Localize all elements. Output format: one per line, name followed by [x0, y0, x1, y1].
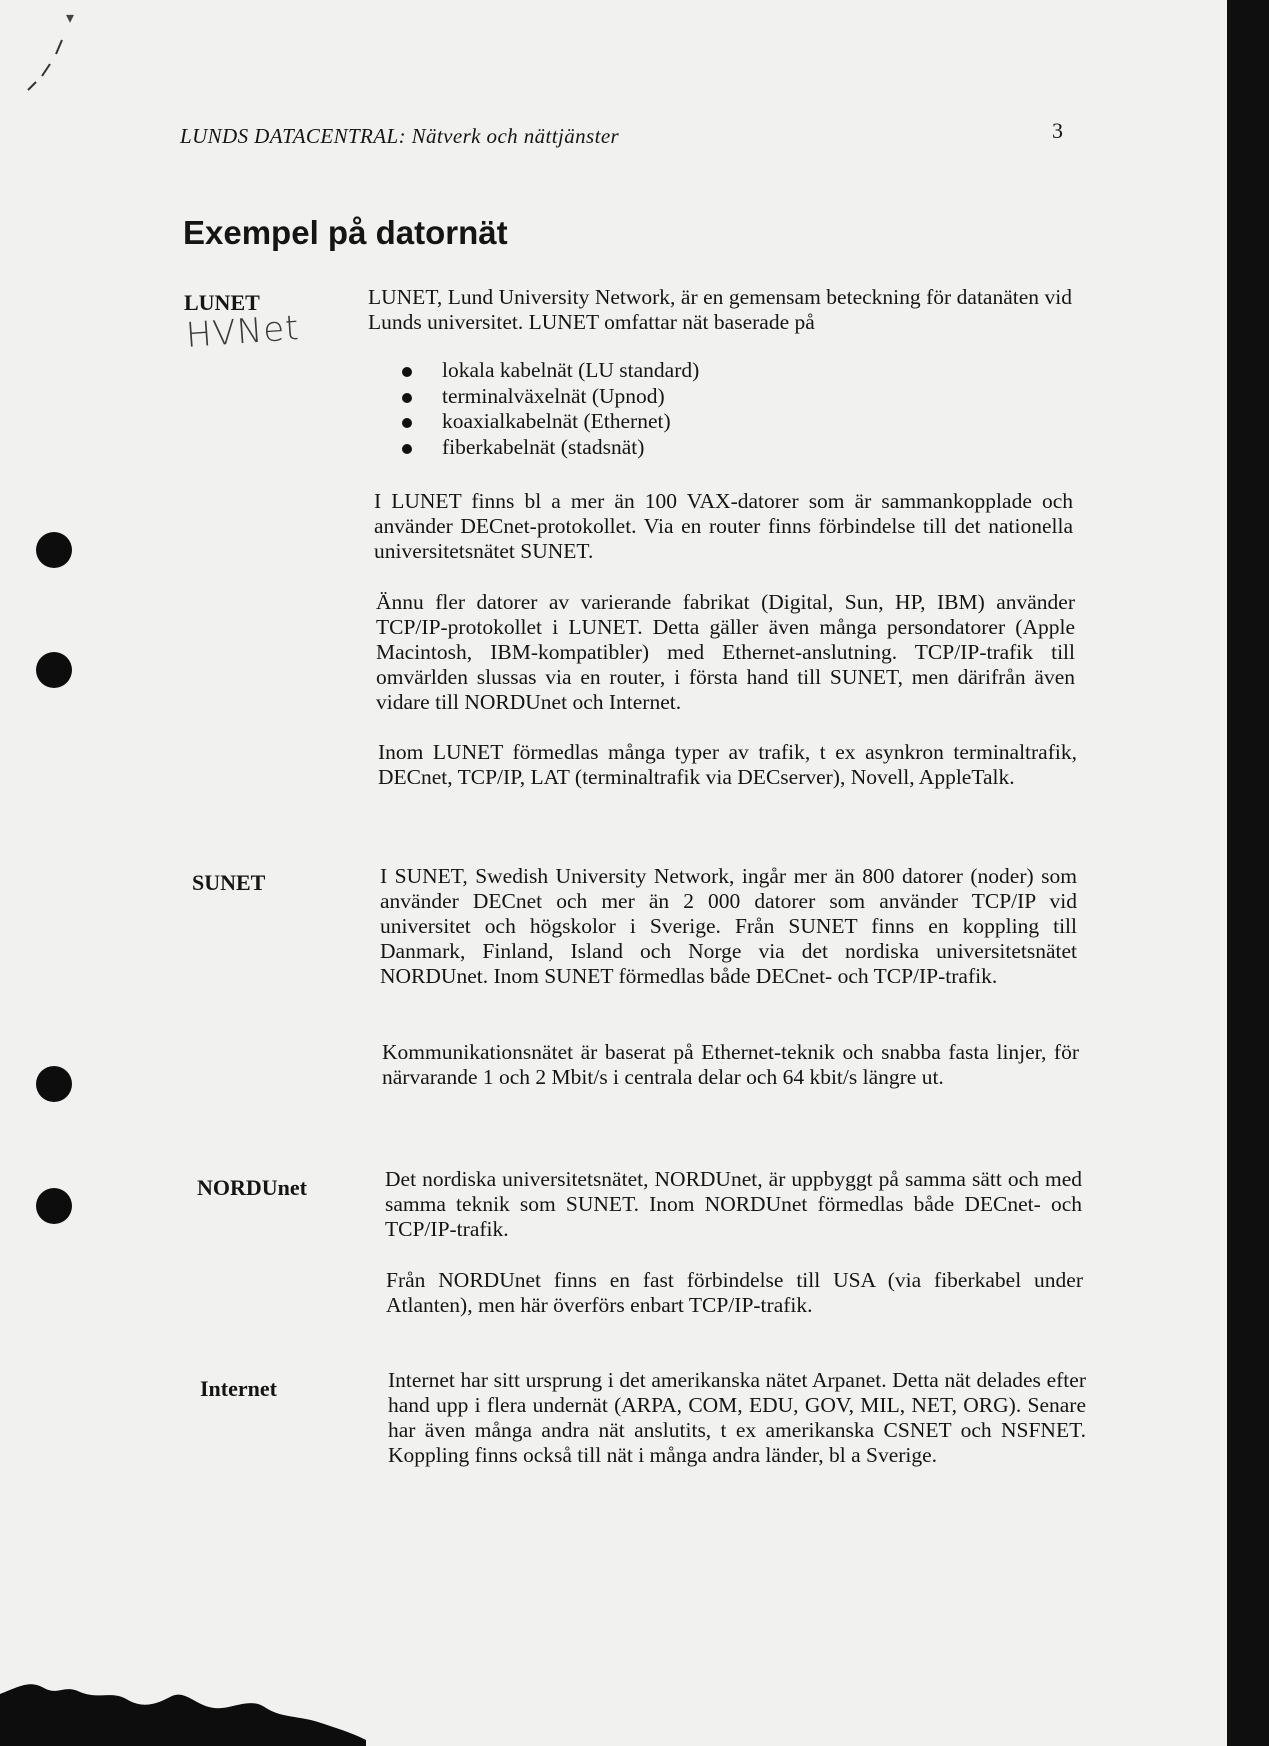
list-item: koaxialkabelnät (Ethernet): [402, 409, 699, 435]
punch-hole: [36, 1066, 72, 1102]
section-label-lunet: LUNET: [184, 290, 260, 315]
punch-hole: [36, 532, 72, 568]
list-item: terminalväxelnät (Upnod): [402, 384, 699, 410]
lunet-intro: LUNET, Lund University Network, är en gemensam beteckning för datanäten vid Lunds universitet. LUNET omfattar nät baserade på: [368, 285, 1072, 334]
sunet-paragraph: I SUNET, Swedish University Network, ingår mer än 800 datorer (noder) som använder DECnet och mer än 2 000 datorer som använder TCP/IP vid universitet och högskolor i Sverige. Från SUNET finns en koppling till Danmark, Finland, Island och Norge via det nordiska universitetsnätet NORDUnet. Inom SUNET förmedlas både DECnet- och TCP/IP-trafik.: [380, 864, 1077, 988]
section-label-sunet: SUNET: [192, 870, 266, 895]
scan-dark-edge: [1227, 0, 1269, 1746]
scan-speck: ▾: [66, 10, 75, 27]
lunet-paragraph: Inom LUNET förmedlas många typer av trafik, t ex asynkron terminaltrafik, DECnet, TCP/IP, LAT (terminaltrafik via DECserver), Novell, AppleTalk.: [378, 740, 1077, 789]
page-title: Exempel på datornät: [183, 214, 508, 251]
running-header: LUNDS DATACENTRAL: Nätverk och nättjänster: [180, 124, 620, 148]
nordunet-paragraph: Från NORDUnet finns en fast förbindelse till USA (via fiberkabel under Atlanten), men här överförs enbart TCP/IP-trafik.: [386, 1268, 1083, 1317]
torn-corner-shadow: [0, 1636, 400, 1746]
scan-scratch: [10, 36, 70, 96]
page-number: 3: [1052, 118, 1063, 143]
handwritten-annotation: HVNet: [184, 308, 301, 356]
lunet-paragraph: Ännu fler datorer av varierande fabrikat (Digital, Sun, HP, IBM) använder TCP/IP-protokollet i LUNET. Detta gäller även många persondatorer (Apple Macintosh, IBM-kompatibler) med Ethernet-anslutning. TCP/IP-trafik till omvärlden slussas via en router, i första hand till SUNET, men därifrån även vidare till NORDUnet och Internet.: [376, 590, 1075, 714]
lunet-paragraph: I LUNET finns bl a mer än 100 VAX-datorer som är sammankopplade och använder DECnet-protokollet. Via en router finns förbindelse till det nationella universitetsnätet SUNET.: [374, 489, 1073, 563]
sunet-paragraph: Kommunikationsnätet är baserat på Ethernet-teknik och snabba fasta linjer, för närvarande 1 och 2 Mbit/s i centrala delar och 64 kbit/s längre ut.: [382, 1040, 1079, 1089]
section-label-internet: Internet: [200, 1376, 277, 1401]
nordunet-paragraph: Det nordiska universitetsnätet, NORDUnet, är uppbyggt på samma sätt och med samma teknik som SUNET. Inom NORDUnet förmedlas både DECnet- och TCP/IP-trafik.: [385, 1167, 1082, 1241]
punch-hole: [36, 1188, 72, 1224]
lunet-network-list: [402, 358, 699, 460]
list-item: lokala kabelnät (LU standard): [402, 358, 699, 384]
section-label-nordunet: NORDUnet: [197, 1175, 307, 1200]
list-item: fiberkabelnät (stadsnät): [402, 435, 699, 461]
internet-paragraph: Internet har sitt ursprung i det amerikanska nätet Arpanet. Detta nät delades efter hand upp i flera undernät (ARPA, COM, EDU, GOV, MIL, NET, ORG). Senare har även många andra nät anslutits, t ex amerikanska CSNET och NSFNET. Koppling finns också till nät i många andra länder, bl a Sverige.: [388, 1368, 1086, 1467]
punch-hole: [36, 652, 72, 688]
